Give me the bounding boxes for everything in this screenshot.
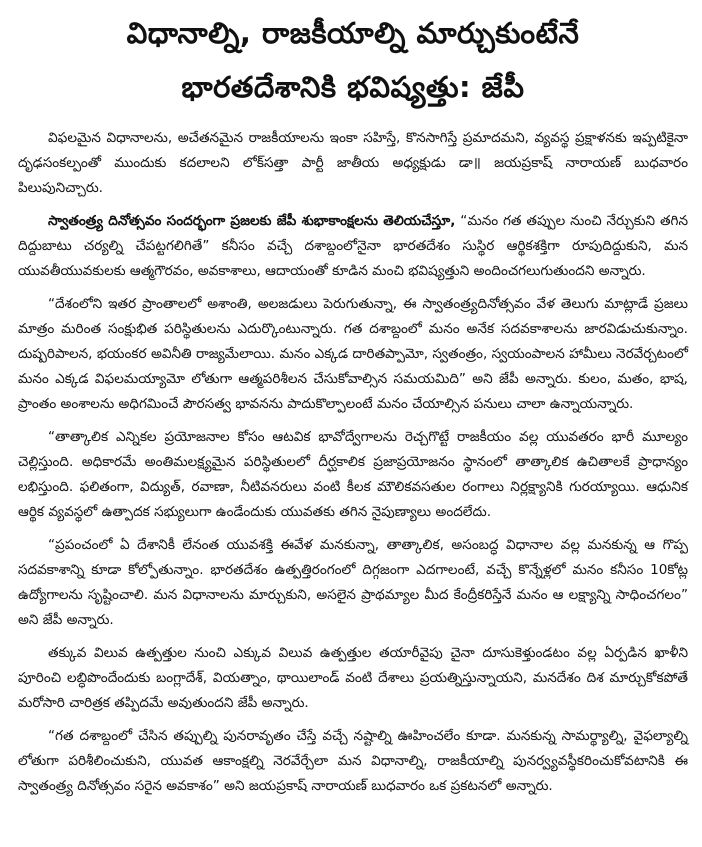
paragraph-text: “తాత్కాలిక ఎన్నికల ప్రయోజనాల కోసం ఆటవిక భావోద్వేగాలను రెచ్చగొట్టే రాజకీయం వల్ల యువతరం భారీ మూల్యం చెల్లిస్తుంది. అధికారమే అంతిమలక్ష్యమైన పరిస్థితులలో దీర్ఘకాలిక ప్రజాప్రయోజనం స్థానంలో తాత్కాలిక ఉచితాలకే ప్రాధాన్యం లభిస్తుంది. ఫలితంగా, విద్యుత్, రవాణా, నీటివనరులు వంటి కీలక మౌలికవసతుల రంగాలు నిర్లక్ష్యానికి గురయ్యాయి. ఆధునిక ఆర్థిక వ్యవస్థలో ఉత్పాదక సభ్యులుగా ఉండేందుకు యువతకు తగిన నైపుణ్యాలు అందలేదు. [18, 429, 688, 520]
headline-line-1: విధానాల్ని, రాజకీయాల్ని మార్చుకుంటేనే [126, 16, 580, 50]
paragraph-2 [18, 209, 688, 284]
paragraph-text: “ప్రపంచంలో ఏ దేశానికీ లేనంత యువశక్తి ఈవేళ మనకున్నా, తాత్కాలిక, అసంబద్ధ విధానాల వల్ల మనకున్న ఆ గొప్ప సదవకాశాన్ని కూడా కోల్పోతున్నాం. భారతదేశం ఉత్పత్తిరంగంలో దిగ్గజంగా ఎదగాలంటే, వచ్చే కొన్నేళ్లలో మనం కనీసం 10కోట్ల ఉద్యోగాలను సృష్టించాలి. మన విధానాలను మార్చుకుని, అసలైన ప్రాథమ్యాల మీద కేంద్రీకరిస్తేనే మనం ఆ లక్ష్యాన్ని సాధించగలం” అని జేపీ అన్నారు. [18, 537, 688, 628]
paragraph-5 [18, 533, 688, 633]
paragraph-4 [18, 425, 688, 525]
paragraph-text: “దేశంలోని ఇతర ప్రాంతాలలో అశాంతి, అలజడులు పెరుగుతున్నా, ఈ స్వాతంత్ర్యదినోత్సవం వేళ తెలుగు మాట్లాడే ప్రజలు మాత్రం మరింత సంక్షుభిత పరిస్థితులను ఎదుర్కొంటున్నారు. గత దశాబ్దంలో మనం అనేక సదవకాశాలను జారవిడుచుకున్నాం. దుష్పరిపాలన, భయంకర అవినీతి రాజ్యమేలాయి. మనం ఎక్కడ దారితప్పామో, స్వతంత్రం, స్వయంపాలన హామీలు నెరవేర్చటంలో మనం ఎక్కడ విఫలమయ్యామో లోతుగా ఆత్మపరిశీలన చేసుకోవాల్సిన సమయమిది” అని జేపీ అన్నారు. కులం, మతం, భాష, ప్రాంతం అంశాలను అధిగమించే పౌరసత్వ భావనను పాదుకొల్పాలంటే మనం చేయాల్సిన పనులు చాలా ఉన్నాయన్నారు. [18, 296, 688, 412]
paragraph-3 [18, 292, 688, 417]
paragraph-7 [18, 724, 688, 799]
paragraph-lead: స్వాతంత్ర్య దినోత్సవం సందర్భంగా ప్రజలకు జేపీ శుభాకాంక్షలను తెలియచేస్తూ, [48, 213, 456, 229]
headline-line-2: భారతదేశానికి భవిష్యత్తు: జేపీ [181, 70, 525, 104]
paragraph-1 [18, 126, 688, 201]
paragraph-6 [18, 641, 688, 716]
paragraph-text: “మనం గత తప్పుల నుంచి నేర్చుకుని తగిన దిద్దుబాటు చర్యల్ని చేపట్టగలిగితే” కనీసం వచ్చే దశాబ్దంలోనైనా భారతదేశం సుస్థిర ఆర్థికశక్తిగా రూపుదిద్దుకుని, మన యువతీయువకులకు ఆత్మగౌరవం, అవకాశాలు, ఆదాయంతో కూడిన మంచి భవిష్యత్తుని అందించగలుగుతుందని అన్నారు. [18, 213, 688, 279]
headline [18, 6, 688, 114]
paragraph-text: విఫలమైన విధానాలను, అచేతనమైన రాజకీయాలను ఇంకా సహిస్తే, కొనసాగిస్తే ప్రమాదమని, వ్యవస్థ ప్రక్షాళనకు ఇప్పటికైనా దృఢసంకల్పంతో ముందుకు కదలాలని లోక్‌సత్తా పార్టీ జాతీయ అధ్యక్షుడు డా॥ జయప్రకాష్ నారాయణ్ బుధవారం పిలుపునిచ్చారు. [18, 130, 688, 196]
paragraph-text: “గత దశాబ్దంలో చేసిన తప్పుల్ని పునరావృతం చేస్తే వచ్చే నష్టాల్ని ఊహించలేం కూడా. మనకున్న సామర్థ్యాల్ని, వైఫల్యాల్ని లోతుగా పరిశీలించుకుని, యువత ఆకాంక్షల్ని నెరవేర్చేలా మన విధానాల్ని, రాజకీయాల్ని పునర్వ్యవస్థీకరించుకోవటానికి ఈ స్వాతంత్ర్య దినోత్సవం సరైన అవకాశం” అని జయప్రకాష్ నారాయణ్ బుధవారం ఒక ప్రకటనలో అన్నారు. [18, 728, 688, 794]
article-body [18, 126, 688, 799]
paragraph-text: తక్కువ విలువ ఉత్పత్తుల నుంచి ఎక్కువ విలువ ఉత్పత్తుల తయారీవైపు చైనా దూసుకెళ్తుండటం వల్ల ఏర్పడిన ఖాళీని పూరించి లబ్ధిపొందేందుకు బంగ్లాదేశ్, వియత్నాం, థాయిలాండ్ వంటి దేశాలు ప్రయత్నిస్తున్నాయని, మనదేశం దిశ మార్చుకోకపోతే మరోసారి చారిత్రక తప్పిదమే అవుతుందని జేపీ అన్నారు. [18, 645, 688, 711]
